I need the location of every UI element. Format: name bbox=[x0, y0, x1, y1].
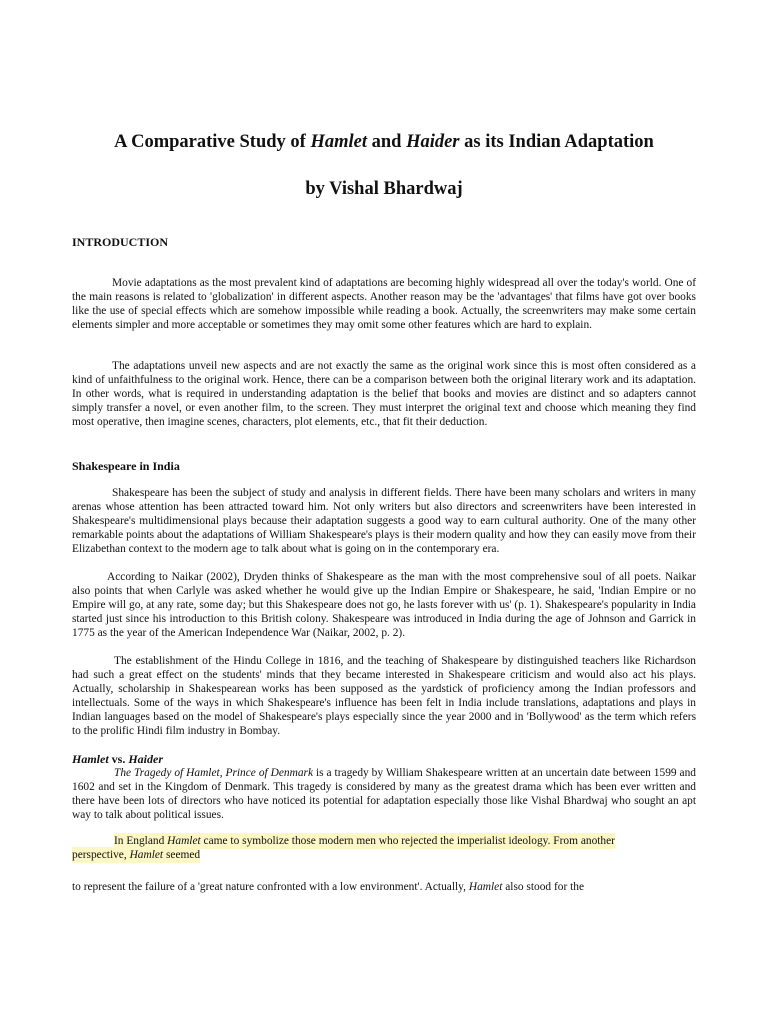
title-haider: Haider bbox=[406, 132, 460, 152]
india-paragraph-1: Shakespeare has been the subject of study and analysis in different fields. There have been many scholars and writers in many arenas whose attention has been attracted toward him. Not only writers but also directors and screenwriters have been interested in Shakespeare's multidimensional plays because their adaptation suggests a good way to earn cultural authority. One of the many other remarkable points about the adaptations of William Shakespeare's plays is their modern quality and how they can easily move from their Elizabethan context to the modern age to talk about what is going on in the contemporary era. bbox=[72, 487, 696, 555]
highlight-line-2 bbox=[72, 848, 696, 862]
document-title bbox=[0, 131, 768, 153]
india-paragraph-3: The establishment of the Hindu College in 1816, and the teaching of Shakespeare by distinguished teachers like Richardson had such a great effect on the students' minds that they became interested in Shakespeare criticism and would also act his plays. Actually, scholarship in Shakespearean works has been supposed as the yardstick of proficiency among the Indian professors and intellectuals. Some of the ways in which Shakespeare's influence has been felt in India include translations, adaptations and plays in Indian languages based on the model of Shakespeare's plays especially since the year 2000 and in 'Bollywood' as the term which refers to the prolific Hindi film industry in Bombay. bbox=[72, 655, 696, 737]
heading-vs: vs. bbox=[108, 752, 129, 766]
heading-hamlet: Hamlet bbox=[72, 752, 109, 766]
title-hamlet: Hamlet bbox=[310, 132, 367, 152]
highlight-span: perspective, Hamlet seemed bbox=[72, 849, 201, 861]
document-subtitle: by Vishal Bhardwaj bbox=[305, 179, 463, 199]
title-text: A Comparative Study of bbox=[114, 132, 311, 152]
highlight-span: In England Hamlet came to symbolize those modern men who rejected the imperialist ideology. From another bbox=[114, 835, 615, 847]
paragraph-text: is a tragedy by William Shakespeare written at an uncertain date between 1599 and 1602 and set in the Kingdom of Denmark. This tragedy is considered by many as the greatest drama which has been ever written and there have been lots of directors who have noticed its potential for adaptation especially those like Vishal Bhardwaj who sought an apt way to talk about political issues. bbox=[72, 767, 696, 821]
section-heading-introduction: INTRODUCTION bbox=[72, 235, 169, 249]
hamlet-paragraph-2: to represent the failure of a 'great nature confronted with a low environment'. Actually, Hamlet also stood for the bbox=[72, 881, 585, 893]
india-paragraph-2: According to Naikar (2002), Dryden thinks of Shakespeare as the man with the most comprehensive soul of all poets. Naikar also points that when Carlyle was asked whether he would give up the Indian Empire or Shakespeare, he said, 'Indian Empire or no Empire will go, at any rate, some day; but this Shakespeare does not go, he lasts forever with us' (p. 1). Shakespeare's popularity in India started just since his introduction to this British colony. Shakespeare was introduced in India during the age of Johnson and Garrick in 1775 as the year of the American Independence War (Naikar, 2002, p. 2). bbox=[72, 571, 696, 639]
title-text: and bbox=[366, 132, 407, 152]
section-heading-shakespeare-india: Shakespeare in India bbox=[72, 459, 180, 473]
intro-paragraph-1: Movie adaptations as the most prevalent kind of adaptations are becoming highly widespread all over the today's world. One of the main reasons is related to 'globalization' in different aspects. Another reason may be the 'advantages' that films have got over books like the use of special effects which are somehow impossible while reading a book. Actually, the screenwriters may make some certain elements simpler and more acceptable or sometimes they may omit some other features which are hard to explain. bbox=[72, 277, 696, 331]
highlight-line-1 bbox=[72, 834, 696, 848]
section-heading-hamlet-haider bbox=[72, 752, 163, 766]
heading-haider: Haider bbox=[128, 752, 164, 766]
highlighted-passage[interactable] bbox=[72, 834, 696, 862]
intro-paragraph-2: The adaptations unveil new aspects and are not exactly the same as the original work since this is most often considered as a kind of unfaithfulness to the original work. Hence, there can be a comparison between both the original literary work and its adaptation. In other words, what is required in understanding adaptation is the belief that books and movies are distinct and so adapters cannot simply transfer a novel, or even another film, to the screen. They must interpret the original text and choose which meaning they find most operative, then imagine scenes, characters, plot elements, etc., that fit their deduction. bbox=[72, 360, 696, 428]
title-text: as its Indian Adaptation bbox=[459, 132, 654, 152]
hamlet-paragraph-1 bbox=[72, 766, 696, 822]
play-title: The Tragedy of Hamlet, Prince of Denmark bbox=[114, 767, 314, 779]
